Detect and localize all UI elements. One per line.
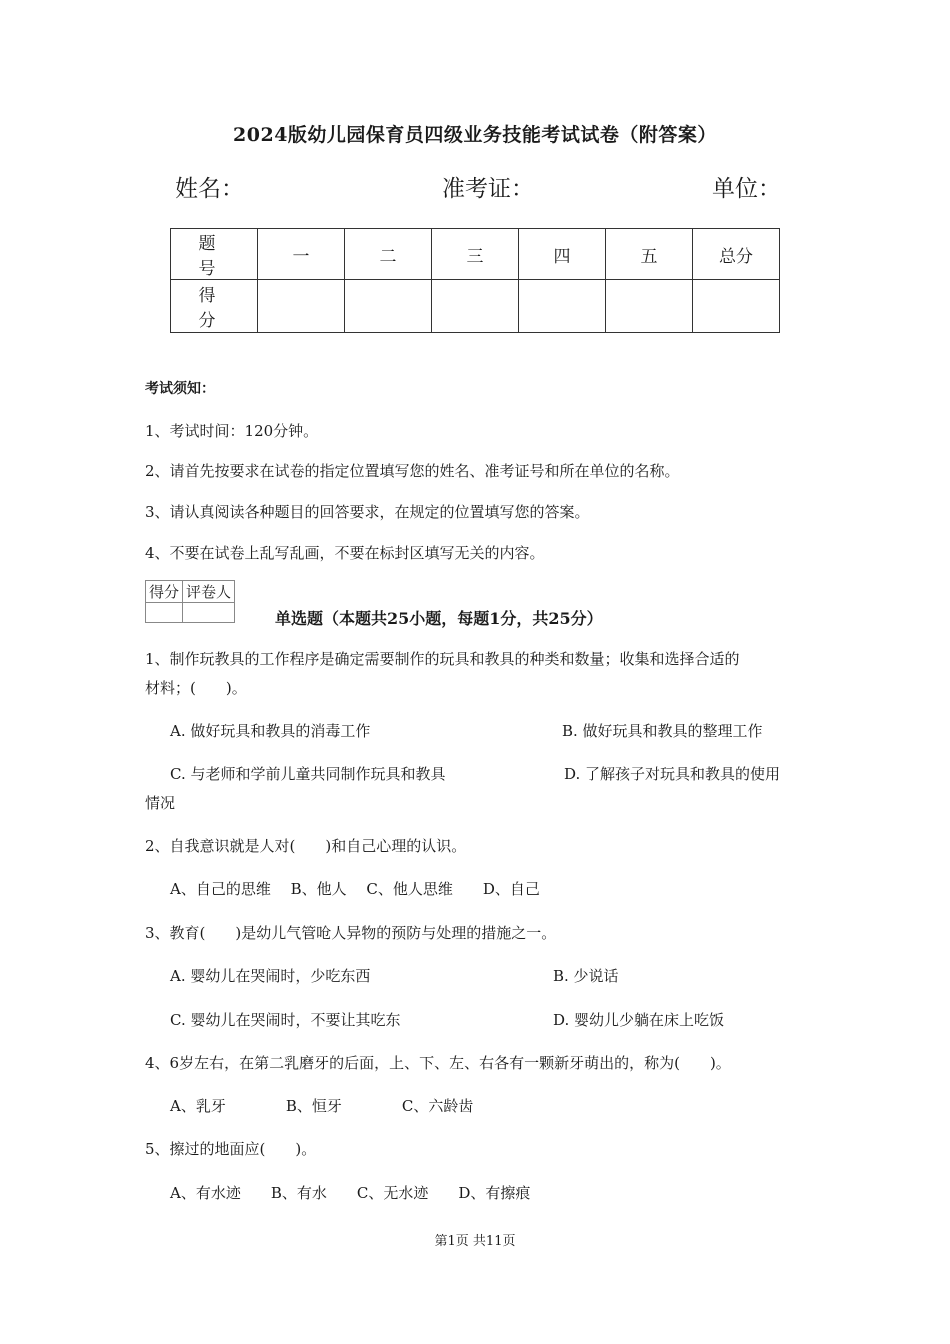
question-4-stem: 4、6岁左右，在第二乳磨牙的后面，上、下、左、右各有一颗新牙萌出的，称为( )。 [145,1054,731,1072]
header-col-1: 一 [258,229,345,280]
question-2-stem: 2、自我意识就是人对( )和自己心理的认识。 [145,837,467,855]
question-4-options: A、乳牙 B、恒牙 C、六龄齿 [170,1097,474,1115]
question-5-stem: 5、擦过的地面应( )。 [145,1140,317,1158]
grader-box [145,580,235,623]
question-3-option-d: D. 婴幼儿少躺在床上吃饭 [553,1011,725,1029]
score-table-score-row [171,280,780,333]
score-row-label: 得 分 [171,280,258,333]
score-cell [432,280,519,333]
question-2-options: A、自己的思维 B、他人 C、他人思维 D、自己 [170,880,540,898]
exam-id-field-label: 准考证： [442,176,534,202]
score-cell [258,280,345,333]
header-total: 总分 [693,229,780,280]
header-question-number: 题 号 [171,229,258,280]
section-title: 单选题（本题共25小题，每题1分，共25分） [275,609,603,628]
question-1-option-b: B. 做好玩具和教具的整理工作 [562,722,763,740]
grader-score-label: 得分 [146,581,183,603]
score-cell [693,280,780,333]
header-col-5: 五 [606,229,693,280]
notice-title: 考试须知： [145,381,215,397]
question-3-option-c: C. 婴幼儿在哭闹时，不要让其吃东 [170,1011,401,1029]
page-title: 2024版幼儿园保育员四级业务技能考试试卷（附答案） [233,124,717,146]
grader-name-cell [183,603,235,623]
score-cell [345,280,432,333]
question-3-stem: 3、教育( )是幼儿气管呛人异物的预防与处理的措施之一。 [145,924,557,942]
grader-name-label: 评卷人 [183,581,235,603]
header-col-2: 二 [345,229,432,280]
notice-item: 2、请首先按要求在试卷的指定位置填写您的姓名、准考证号和所在单位的名称。 [145,462,680,480]
question-3-option-b: B. 少说话 [553,967,619,985]
unit-field-label: 单位： [712,176,781,202]
question-1-option-a: A. 做好玩具和教具的消毒工作 [170,722,371,740]
page-footer: 第1页 共11页 [434,1234,516,1249]
score-cell [519,280,606,333]
question-1-option-d-cont: 情况 [145,794,176,812]
score-cell [606,280,693,333]
header-col-4: 四 [519,229,606,280]
question-1-stem: 1、制作玩教具的工作程序是确定需要制作的玩具和教具的种类和数量；收集和选择合适的 [145,650,740,668]
notice-item: 4、不要在试卷上乱写乱画，不要在标封区填写无关的内容。 [145,544,545,562]
notice-item: 3、请认真阅读各种题目的回答要求，在规定的位置填写您的答案。 [145,503,590,521]
question-1-stem-cont: 材料；( )。 [145,679,247,697]
name-field-label: 姓名： [175,176,244,202]
grader-score-cell [146,603,183,623]
question-3-option-a: A. 婴幼儿在哭闹时，少吃东西 [170,967,371,985]
question-5-options: A、有水迹 B、有水 C、无水迹 D、有擦痕 [170,1184,531,1202]
notice-item: 1、考试时间：120分钟。 [145,422,319,440]
header-col-3: 三 [432,229,519,280]
score-table-header-row [171,229,780,280]
score-table [170,228,780,333]
question-1-option-c: C. 与老师和学前儿童共同制作玩具和教具 [170,765,446,783]
question-1-option-d: D. 了解孩子对玩具和教具的使用 [564,765,781,783]
